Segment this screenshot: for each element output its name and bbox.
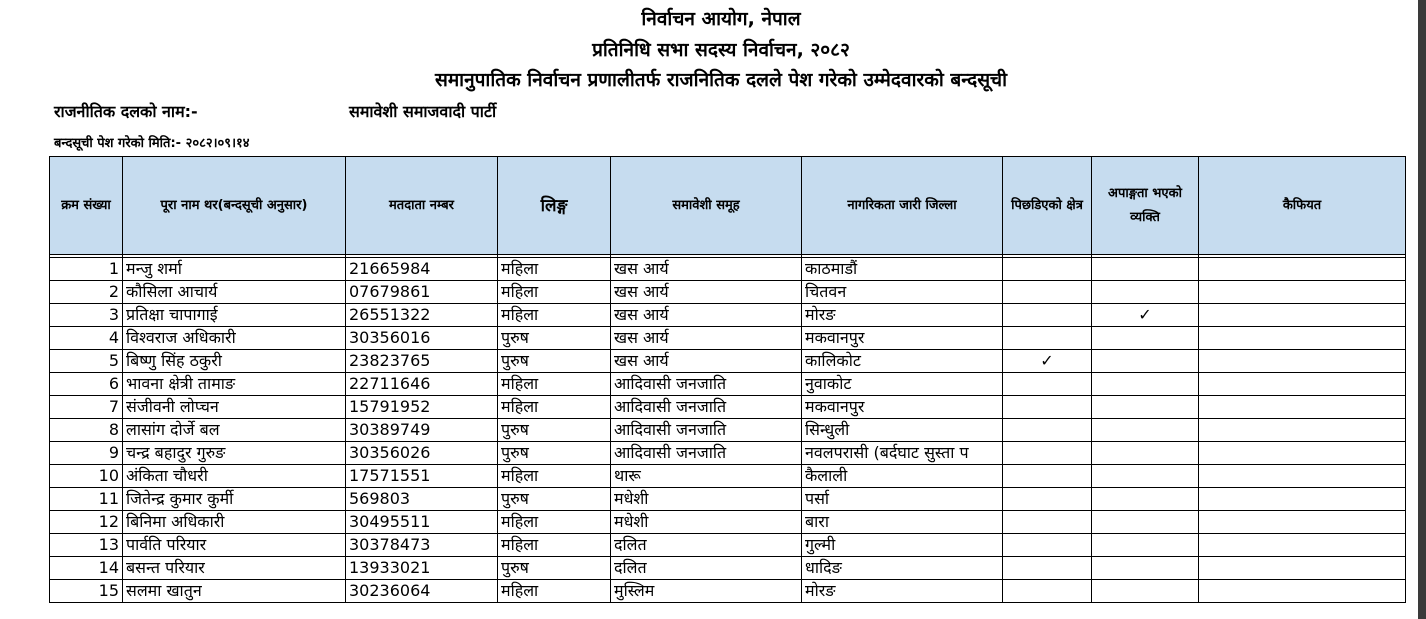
- backward-region-cell: [1003, 442, 1092, 465]
- name-cell: बिनिमा अधिकारी: [123, 511, 346, 534]
- serial-cell: 9: [50, 442, 123, 465]
- district-cell: सिन्धुली: [802, 419, 1003, 442]
- table-row: [50, 327, 1406, 350]
- remarks-cell: [1199, 304, 1406, 327]
- serial-cell: 11: [50, 488, 123, 511]
- group-cell: मुस्लिम: [611, 580, 802, 603]
- backward-region-cell: [1003, 258, 1092, 281]
- table-header-row: [50, 157, 1406, 255]
- backward-region-cell: [1003, 488, 1092, 511]
- name-cell: बसन्त परियार: [123, 557, 346, 580]
- party-label: राजनीतिक दलको नाम:-: [54, 102, 198, 121]
- name-cell: अंकिता चौधरी: [123, 465, 346, 488]
- name-cell: संजीवनी लोप्चन: [123, 396, 346, 419]
- group-cell: खस आर्य: [611, 350, 802, 373]
- backward-region-cell: [1003, 511, 1092, 534]
- remarks-cell: [1199, 511, 1406, 534]
- remarks-cell: [1199, 580, 1406, 603]
- district-cell: गुल्मी: [802, 534, 1003, 557]
- gender-cell: पुरुष: [498, 419, 611, 442]
- table-row: [50, 580, 1406, 603]
- gender-cell: पुरुष: [498, 350, 611, 373]
- district-cell: चितवन: [802, 281, 1003, 304]
- district-cell: मकवानपुर: [802, 396, 1003, 419]
- voter-number-cell: 26551322: [346, 304, 498, 327]
- window-edge: [1418, 0, 1426, 619]
- remarks-cell: [1199, 258, 1406, 281]
- backward-region-cell: [1003, 419, 1092, 442]
- disability-cell: [1092, 465, 1199, 488]
- header-remarks: कैफियत: [1199, 157, 1406, 255]
- voter-number-cell: 23823765: [346, 350, 498, 373]
- table-row: [50, 304, 1406, 327]
- name-cell: जितेन्द्र कुमार कुर्मी: [123, 488, 346, 511]
- voter-number-cell: 30356026: [346, 442, 498, 465]
- serial-cell: 7: [50, 396, 123, 419]
- remarks-cell: [1199, 442, 1406, 465]
- serial-cell: 15: [50, 580, 123, 603]
- group-cell: खस आर्य: [611, 281, 802, 304]
- backward-region-cell: [1003, 373, 1092, 396]
- table-row: [50, 419, 1406, 442]
- serial-cell: 14: [50, 557, 123, 580]
- table-row: [50, 258, 1406, 281]
- district-cell: पर्सा: [802, 488, 1003, 511]
- serial-cell: 3: [50, 304, 123, 327]
- gender-cell: महिला: [498, 511, 611, 534]
- voter-number-cell: 569803: [346, 488, 498, 511]
- disability-cell: [1092, 396, 1199, 419]
- gender-cell: महिला: [498, 304, 611, 327]
- table-row: [50, 557, 1406, 580]
- voter-number-cell: 07679861: [346, 281, 498, 304]
- name-cell: चन्द्र बहादुर गुरुङ: [123, 442, 346, 465]
- group-cell: आदिवासी जनजाति: [611, 373, 802, 396]
- header-inclusive-group: समावेशी समूह: [611, 157, 802, 255]
- name-cell: लासांग दोर्जे बल: [123, 419, 346, 442]
- disability-cell: [1092, 511, 1199, 534]
- group-cell: खस आर्य: [611, 327, 802, 350]
- name-cell: बिष्णु सिंह ठकुरी: [123, 350, 346, 373]
- table-row: [50, 373, 1406, 396]
- backward-region-cell: [1003, 534, 1092, 557]
- title-election: प्रतिनिधि सभा सदस्य निर्वाचन, २०८२: [592, 39, 850, 61]
- gender-cell: महिला: [498, 580, 611, 603]
- group-cell: आदिवासी जनजाति: [611, 419, 802, 442]
- table-row: [50, 488, 1406, 511]
- backward-region-cell: [1003, 465, 1092, 488]
- disability-cell: [1092, 327, 1199, 350]
- voter-number-cell: 13933021: [346, 557, 498, 580]
- header-serial: क्रम संख्या: [50, 157, 123, 255]
- group-cell: आदिवासी जनजाति: [611, 442, 802, 465]
- remarks-cell: [1199, 557, 1406, 580]
- serial-cell: 1: [50, 258, 123, 281]
- title-commission: निर्वाचन आयोग, नेपाल: [641, 8, 801, 30]
- district-cell: मोरङ: [802, 580, 1003, 603]
- serial-cell: 6: [50, 373, 123, 396]
- remarks-cell: [1199, 281, 1406, 304]
- district-cell: नवलपरासी (बर्दघाट सुस्ता प: [802, 442, 1003, 465]
- party-name: समावेशी समाजवादी पार्टी: [349, 102, 497, 121]
- backward-region-cell: [1003, 557, 1092, 580]
- serial-cell: 12: [50, 511, 123, 534]
- table-row: [50, 396, 1406, 419]
- gender-cell: महिला: [498, 465, 611, 488]
- district-cell: मोरङ: [802, 304, 1003, 327]
- name-cell: भावना क्षेत्री तामाङ: [123, 373, 346, 396]
- district-cell: बारा: [802, 511, 1003, 534]
- remarks-cell: [1199, 327, 1406, 350]
- group-cell: मधेशी: [611, 511, 802, 534]
- voter-number-cell: 30389749: [346, 419, 498, 442]
- group-cell: थारू: [611, 465, 802, 488]
- group-cell: मधेशी: [611, 488, 802, 511]
- disability-cell: [1092, 281, 1199, 304]
- district-cell: कैलाली: [802, 465, 1003, 488]
- table-row: [50, 511, 1406, 534]
- header-full-name: पूरा नाम थर(बन्दसूची अनुसार): [123, 157, 346, 255]
- name-cell: पार्वति परियार: [123, 534, 346, 557]
- group-cell: खस आर्य: [611, 258, 802, 281]
- backward-region-cell: ✓: [1003, 350, 1092, 373]
- gender-cell: महिला: [498, 258, 611, 281]
- voter-number-cell: 22711646: [346, 373, 498, 396]
- gender-cell: पुरुष: [498, 557, 611, 580]
- backward-region-cell: [1003, 396, 1092, 419]
- serial-cell: 8: [50, 419, 123, 442]
- backward-region-cell: [1003, 327, 1092, 350]
- name-cell: विश्वराज अधिकारी: [123, 327, 346, 350]
- remarks-cell: [1199, 350, 1406, 373]
- gender-cell: महिला: [498, 281, 611, 304]
- remarks-cell: [1199, 373, 1406, 396]
- gender-cell: पुरुष: [498, 327, 611, 350]
- submission-date: बन्दसूची पेश गरेको मिति:- २०८२।०९।१४: [54, 136, 250, 151]
- backward-region-cell: [1003, 580, 1092, 603]
- remarks-cell: [1199, 396, 1406, 419]
- disability-cell: [1092, 419, 1199, 442]
- backward-region-cell: [1003, 281, 1092, 304]
- remarks-cell: [1199, 419, 1406, 442]
- header-gender: लिङ्ग: [498, 157, 611, 255]
- serial-cell: 10: [50, 465, 123, 488]
- voter-number-cell: 30495511: [346, 511, 498, 534]
- remarks-cell: [1199, 534, 1406, 557]
- header-citizenship-district: नागरिकता जारी जिल्ला: [802, 157, 1003, 255]
- gender-cell: महिला: [498, 396, 611, 419]
- disability-cell: [1092, 488, 1199, 511]
- gender-cell: पुरुष: [498, 442, 611, 465]
- group-cell: आदिवासी जनजाति: [611, 396, 802, 419]
- district-cell: काठमाडौं: [802, 258, 1003, 281]
- table-row: [50, 534, 1406, 557]
- table-body: [50, 258, 1406, 603]
- disability-cell: [1092, 534, 1199, 557]
- serial-cell: 4: [50, 327, 123, 350]
- gender-cell: पुरुष: [498, 488, 611, 511]
- district-cell: कालिकोट: [802, 350, 1003, 373]
- voter-number-cell: 17571551: [346, 465, 498, 488]
- remarks-cell: [1199, 488, 1406, 511]
- candidate-table: [49, 156, 1406, 603]
- group-cell: दलित: [611, 534, 802, 557]
- disability-cell: [1092, 557, 1199, 580]
- voter-number-cell: 30378473: [346, 534, 498, 557]
- name-cell: प्रतिक्षा चापागाई: [123, 304, 346, 327]
- serial-cell: 2: [50, 281, 123, 304]
- table-row: [50, 442, 1406, 465]
- remarks-cell: [1199, 465, 1406, 488]
- title-list: समानुपातिक निर्वाचन प्रणालीतर्फ राजनितिक दलले पेश गरेको उम्मेदवारको बन्दसूची: [434, 69, 1008, 91]
- table-row: [50, 350, 1406, 373]
- group-cell: दलित: [611, 557, 802, 580]
- group-cell: खस आर्य: [611, 304, 802, 327]
- district-cell: मकवानपुर: [802, 327, 1003, 350]
- serial-cell: 13: [50, 534, 123, 557]
- gender-cell: महिला: [498, 373, 611, 396]
- backward-region-cell: [1003, 304, 1092, 327]
- voter-number-cell: 30356016: [346, 327, 498, 350]
- voter-number-cell: 15791952: [346, 396, 498, 419]
- serial-cell: 5: [50, 350, 123, 373]
- gender-cell: महिला: [498, 534, 611, 557]
- table-row: [50, 281, 1406, 304]
- disability-cell: [1092, 350, 1199, 373]
- name-cell: कौसिला आचार्य: [123, 281, 346, 304]
- voter-number-cell: 30236064: [346, 580, 498, 603]
- header-disability: अपाङ्गता भएको व्यक्ति: [1092, 157, 1199, 255]
- disability-cell: [1092, 373, 1199, 396]
- name-cell: सलमा खातुन: [123, 580, 346, 603]
- name-cell: मन्जु शर्मा: [123, 258, 346, 281]
- header-voter-number: मतदाता नम्बर: [346, 157, 498, 255]
- disability-cell: [1092, 258, 1199, 281]
- district-cell: धादिङ: [802, 557, 1003, 580]
- disability-cell: [1092, 442, 1199, 465]
- header-backward-region: पिछडिएको क्षेत्र: [1003, 157, 1092, 255]
- voter-number-cell: 21665984: [346, 258, 498, 281]
- disability-cell: ✓: [1092, 304, 1199, 327]
- table-row: [50, 465, 1406, 488]
- disability-cell: [1092, 580, 1199, 603]
- district-cell: नुवाकोट: [802, 373, 1003, 396]
